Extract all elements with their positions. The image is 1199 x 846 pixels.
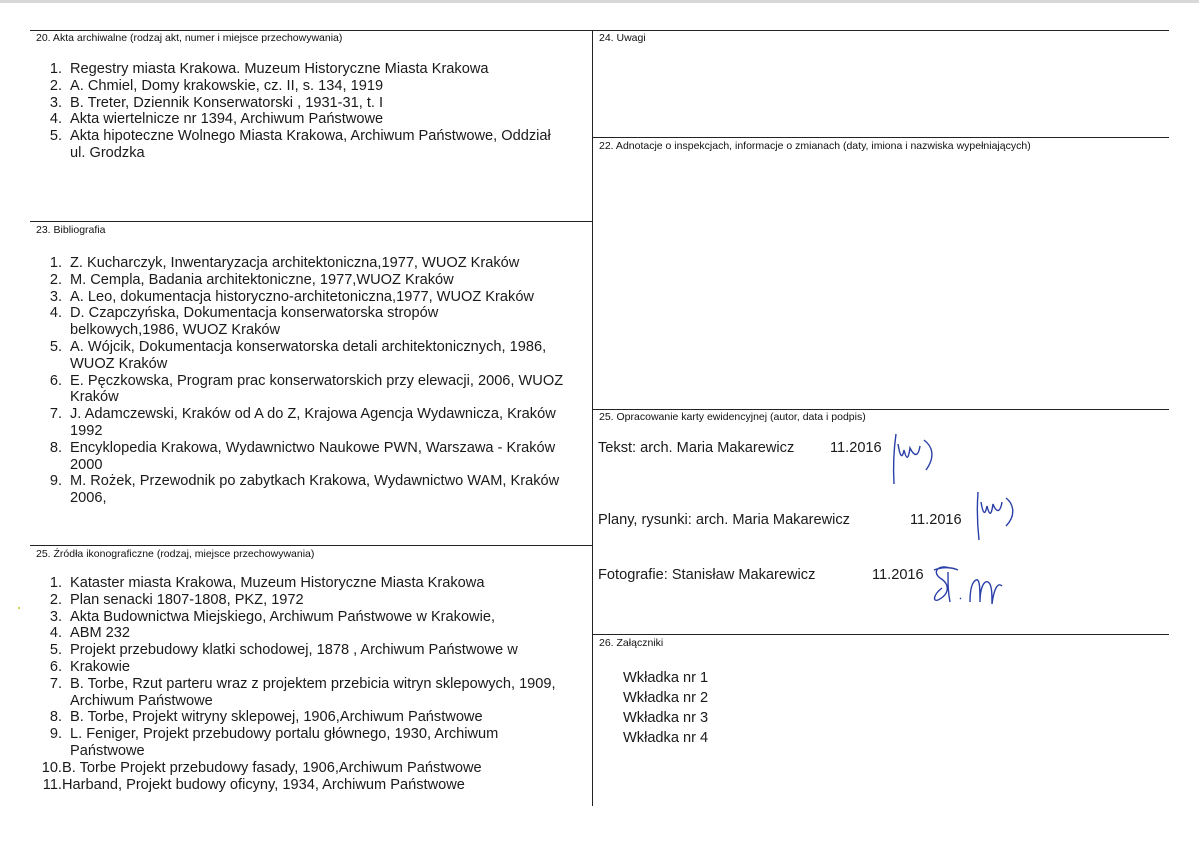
scan-edge <box>0 0 1199 3</box>
item-number: 2. <box>49 591 62 608</box>
list-item <box>38 305 508 339</box>
attachment-item: Wkładka nr 3 <box>623 710 709 726</box>
list-item <box>38 760 583 777</box>
item-number: 5. <box>49 642 62 659</box>
signature-photo-author <box>928 558 1008 608</box>
item-number: 11. <box>42 776 62 793</box>
section-25-icon-label: 25. Źródła ikonograficzne (rodzaj, miejsce przechowywania) <box>36 548 315 560</box>
item-text: Akta Budownictwa Miejskiego, Archiwum Państwowe w Krakowie, <box>70 608 496 625</box>
section-26-label: 26. Załączniki <box>599 637 664 649</box>
item-text: Harband, Projekt budowy oficyny, 1934, Archiwum Państwowe <box>62 776 465 793</box>
item-number: 5. <box>49 128 62 145</box>
item-text: B. Treter, Dziennik Konserwatorski , 1931-31, t. I <box>70 94 384 111</box>
item-text: Z. Kucharczyk, Inwentaryzacja architektoniczna,1977, WUOZ Kraków <box>70 255 520 271</box>
section-25-icon-list <box>38 575 583 793</box>
item-text: ABM 232 <box>70 625 131 642</box>
list-item <box>38 642 583 659</box>
item-text: A. Wójcik, Dokumentacja konserwatorska detali architektonicznych, 1986, WUOZ Kraków <box>70 338 547 372</box>
list-item <box>38 676 578 710</box>
list-item <box>38 659 583 676</box>
item-text: M. Rożek, Przewodnik po zabytkach Krakowa, Wydawnictwo WAM, Kraków 2006, <box>70 473 560 507</box>
item-text: Projekt przebudowy klatki schodowej, 1878 , Archiwum Państwowe w <box>70 642 518 659</box>
item-number: 3. <box>49 608 62 625</box>
left-rule-25 <box>30 545 592 546</box>
item-text: B. Torbe Projekt przebudowy fasady, 1906,Archiwum Państwowe <box>62 759 482 776</box>
item-number: 9. <box>49 473 62 490</box>
item-number: 8. <box>49 709 62 726</box>
item-number: 7. <box>49 406 62 423</box>
item-text: Regestry miasta Krakowa. Muzeum Historyczne Miasta Krakowa <box>70 61 489 77</box>
item-text: Akta wiertelnicze nr 1394, Archiwum Państwowe <box>70 111 384 128</box>
item-text: A. Chmiel, Domy krakowskie, cz. II, s. 134, 1919 <box>70 77 384 94</box>
list-item <box>38 61 558 78</box>
item-text: Plan senacki 1807-1808, PKZ, 1972 <box>70 591 304 608</box>
item-number: 4. <box>49 111 62 128</box>
list-item <box>38 777 583 794</box>
list-item <box>38 406 558 440</box>
item-number: 10. <box>41 759 62 776</box>
item-number: 7. <box>49 675 62 692</box>
item-number: 4. <box>49 305 62 322</box>
list-item <box>38 575 583 592</box>
list-item <box>38 473 563 507</box>
plans-author-date: 11.2016 <box>910 512 962 528</box>
section-25-author-label: 25. Opracowanie karty ewidencyjnej (autor, data i podpis) <box>599 411 866 423</box>
list-item <box>38 272 583 289</box>
item-number: 1. <box>49 61 62 77</box>
section-22-label: 22. Adnotacje o inspekcjach, informacje o zmianach (daty, imiona i nazwiska wypełniających) <box>599 140 1031 152</box>
item-text: Krakowie <box>70 658 131 675</box>
section-24-label: 24. Uwagi <box>599 32 646 44</box>
item-text: B. Torbe, Projekt witryny sklepowej, 1906,Archiwum Państwowe <box>70 709 483 726</box>
item-text: M. Cempla, Badania architektoniczne, 1977,WUOZ Kraków <box>70 271 454 288</box>
item-number: 5. <box>49 338 62 355</box>
attachment-item: Wkładka nr 4 <box>623 730 709 746</box>
plans-author-line: Plany, rysunki: arch. Maria Makarewicz <box>598 512 850 528</box>
item-number: 3. <box>49 288 62 305</box>
section-23-label: 23. Bibliografia <box>36 224 106 236</box>
item-text: E. Pęczkowska, Program prac konserwatorskich przy elewacji, 2006, WUOZ Kraków <box>70 372 564 406</box>
item-text: L. Feniger, Projekt przebudowy portalu głównego, 1930, Archiwum Państwowe <box>70 726 499 759</box>
item-number: 2. <box>49 271 62 288</box>
item-number: 1. <box>49 255 62 271</box>
item-number: 6. <box>49 658 62 675</box>
list-item <box>38 592 583 609</box>
list-item <box>38 726 558 760</box>
list-item <box>38 609 583 626</box>
scan-speck <box>18 607 20 609</box>
signature-text-author <box>888 428 940 488</box>
list-item <box>38 128 558 162</box>
list-item <box>38 373 568 407</box>
item-number: 9. <box>49 726 62 743</box>
section-20-label: 20. Akta archiwalne (rodzaj akt, numer i miejsce przechowywania) <box>36 32 343 44</box>
text-author-date: 11.2016 <box>830 440 882 456</box>
item-text: A. Leo, dokumentacja historyczno-architetoniczna,1977, WUOZ Kraków <box>70 288 534 305</box>
item-text: Encyklopedia Krakowa, Wydawnictwo Naukowe PWN, Warszawa - Kraków 2000 <box>70 439 556 473</box>
photo-author-line: Fotografie: Stanisław Makarewicz <box>598 567 816 583</box>
item-number: 6. <box>49 372 62 389</box>
right-rule-26 <box>593 634 1169 635</box>
right-rule-25 <box>593 409 1169 410</box>
item-text: D. Czapczyńska, Dokumentacja konserwatorska stropów belkowych,1986, WUOZ Kraków <box>70 305 439 339</box>
item-number: 2. <box>49 77 62 94</box>
left-rule-23 <box>30 221 592 222</box>
list-item <box>38 255 583 272</box>
list-item <box>38 111 558 128</box>
right-rule-22 <box>593 137 1169 138</box>
item-text: B. Torbe, Rzut parteru wraz z projektem przebicia witryn sklepowych, 1909, Archiwum Państwowe <box>70 675 556 709</box>
signature-plans-author <box>972 488 1020 544</box>
top-rule <box>30 30 1169 31</box>
item-number: 8. <box>49 439 62 456</box>
column-divider <box>592 30 593 806</box>
list-item <box>38 289 583 306</box>
item-text: Akta hipoteczne Wolnego Miasta Krakowa, Archiwum Państwowe, Oddział ul. Grodzka <box>70 128 551 161</box>
list-item <box>38 339 563 373</box>
section-23-list <box>38 255 583 507</box>
list-item <box>38 709 583 726</box>
list-item <box>38 440 558 474</box>
item-text: Kataster miasta Krakowa, Muzeum Historyczne Miasta Krakowa <box>70 575 485 591</box>
text-author-line: Tekst: arch. Maria Makarewicz <box>598 440 795 456</box>
section-20-list <box>38 61 558 162</box>
attachments-list <box>623 668 708 748</box>
item-number: 4. <box>49 625 62 642</box>
photo-author-date: 11.2016 <box>872 567 924 583</box>
list-item <box>38 625 583 642</box>
list-item <box>38 95 558 112</box>
attachment-item: Wkładka nr 1 <box>623 670 709 686</box>
item-text: J. Adamczewski, Kraków od A do Z, Krajowa Agencja Wydawnicza, Kraków 1992 <box>70 406 556 439</box>
item-number: 1. <box>49 575 62 591</box>
attachment-item: Wkładka nr 2 <box>623 690 709 706</box>
item-number: 3. <box>49 94 62 111</box>
list-item <box>38 78 558 95</box>
